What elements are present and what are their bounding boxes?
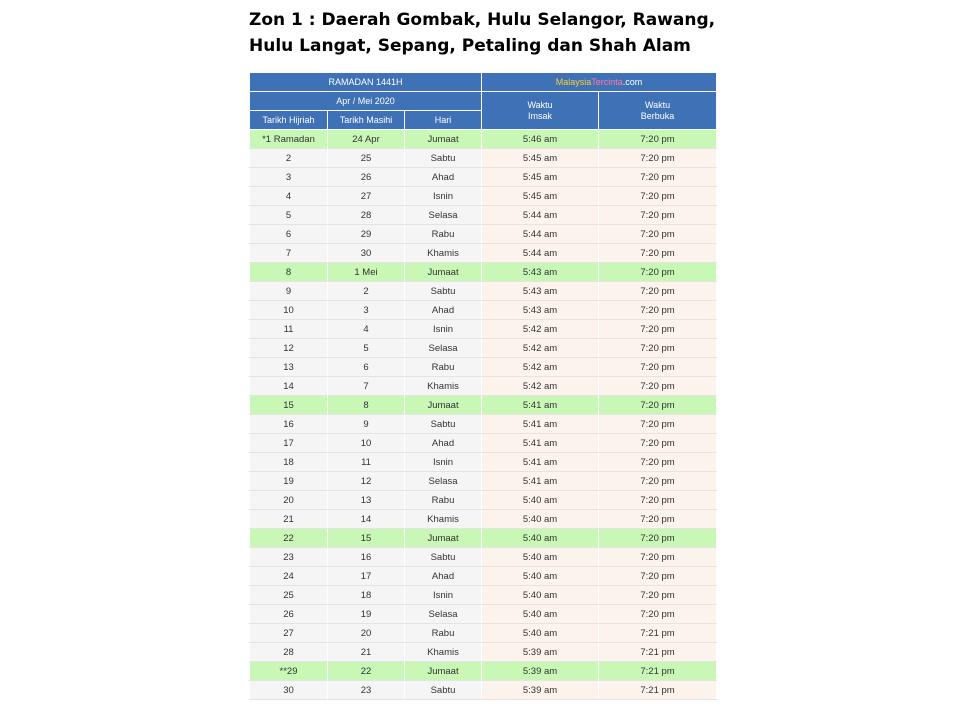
table-row bbox=[250, 415, 717, 434]
cell-hari: Sabtu bbox=[405, 681, 482, 700]
cell-hari: Selasa bbox=[405, 206, 482, 225]
cell-hari: Ahad bbox=[405, 434, 482, 453]
table-row bbox=[250, 586, 717, 605]
cell-imsak: 5:41 am bbox=[482, 396, 599, 415]
cell-berbuka: 7:21 pm bbox=[599, 643, 717, 662]
cell-hijri: 12 bbox=[250, 339, 328, 358]
cell-berbuka: 7:20 pm bbox=[599, 187, 717, 206]
cell-hari: Jumaat bbox=[405, 396, 482, 415]
cell-masihi: 8 bbox=[328, 396, 405, 415]
cell-hijri: 16 bbox=[250, 415, 328, 434]
cell-imsak: 5:40 am bbox=[482, 605, 599, 624]
table-row bbox=[250, 358, 717, 377]
cell-imsak: 5:41 am bbox=[482, 472, 599, 491]
cell-hijri: 25 bbox=[250, 586, 328, 605]
table-row bbox=[250, 529, 717, 548]
cell-hari: Jumaat bbox=[405, 263, 482, 282]
cell-berbuka: 7:21 pm bbox=[599, 624, 717, 643]
page-title bbox=[249, 7, 869, 59]
cell-hari: Sabtu bbox=[405, 282, 482, 301]
table-row bbox=[250, 567, 717, 586]
cell-berbuka: 7:20 pm bbox=[599, 244, 717, 263]
cell-masihi: 23 bbox=[328, 681, 405, 700]
cell-hari: Ahad bbox=[405, 567, 482, 586]
cell-hijri: *1 Ramadan bbox=[250, 130, 328, 149]
cell-hari: Jumaat bbox=[405, 662, 482, 681]
cell-hari: Isnin bbox=[405, 453, 482, 472]
cell-berbuka: 7:20 pm bbox=[599, 301, 717, 320]
cell-masihi: 12 bbox=[328, 472, 405, 491]
cell-imsak: 5:45 am bbox=[482, 187, 599, 206]
cell-masihi: 27 bbox=[328, 187, 405, 206]
cell-hijri: 11 bbox=[250, 320, 328, 339]
cell-imsak: 5:40 am bbox=[482, 510, 599, 529]
cell-berbuka: 7:20 pm bbox=[599, 339, 717, 358]
cell-berbuka: 7:20 pm bbox=[599, 605, 717, 624]
table-row bbox=[250, 643, 717, 662]
cell-hari: Selasa bbox=[405, 339, 482, 358]
table-row bbox=[250, 320, 717, 339]
cell-berbuka: 7:20 pm bbox=[599, 358, 717, 377]
col-imsak-label: Waktu Imsak bbox=[527, 100, 553, 121]
table-row bbox=[250, 377, 717, 396]
cell-hari: Khamis bbox=[405, 244, 482, 263]
cell-hari: Isnin bbox=[405, 187, 482, 206]
cell-masihi: 16 bbox=[328, 548, 405, 567]
table-row bbox=[250, 206, 717, 225]
cell-berbuka: 7:20 pm bbox=[599, 510, 717, 529]
cell-hari: Khamis bbox=[405, 377, 482, 396]
cell-masihi: 15 bbox=[328, 529, 405, 548]
cell-berbuka: 7:20 pm bbox=[599, 168, 717, 187]
cell-hijri: 14 bbox=[250, 377, 328, 396]
cell-hijri: 3 bbox=[250, 168, 328, 187]
cell-imsak: 5:42 am bbox=[482, 339, 599, 358]
col-hijri-header: Tarikh Hijriah bbox=[250, 111, 328, 130]
title-line-2: Hulu Langat, Sepang, Petaling dan Shah Alam bbox=[249, 36, 691, 56]
cell-imsak: 5:41 am bbox=[482, 415, 599, 434]
col-berbuka-header bbox=[599, 92, 717, 130]
table-row bbox=[250, 396, 717, 415]
table-row bbox=[250, 168, 717, 187]
cell-berbuka: 7:20 pm bbox=[599, 548, 717, 567]
cell-berbuka: 7:20 pm bbox=[599, 567, 717, 586]
cell-berbuka: 7:20 pm bbox=[599, 320, 717, 339]
cell-hari: Rabu bbox=[405, 491, 482, 510]
table-row bbox=[250, 149, 717, 168]
brand-header bbox=[482, 73, 717, 92]
cell-masihi: 3 bbox=[328, 301, 405, 320]
cell-hari: Selasa bbox=[405, 605, 482, 624]
cell-hijri: 2 bbox=[250, 149, 328, 168]
cell-masihi: 7 bbox=[328, 377, 405, 396]
cell-imsak: 5:43 am bbox=[482, 301, 599, 320]
cell-imsak: 5:45 am bbox=[482, 149, 599, 168]
cell-masihi: 5 bbox=[328, 339, 405, 358]
cell-imsak: 5:40 am bbox=[482, 491, 599, 510]
cell-hijri: 10 bbox=[250, 301, 328, 320]
cell-hijri: 13 bbox=[250, 358, 328, 377]
cell-hari: Sabtu bbox=[405, 548, 482, 567]
cell-berbuka: 7:20 pm bbox=[599, 149, 717, 168]
cell-hijri: **29 bbox=[250, 662, 328, 681]
table-row bbox=[250, 624, 717, 643]
cell-berbuka: 7:20 pm bbox=[599, 206, 717, 225]
table-row bbox=[250, 301, 717, 320]
table-row bbox=[250, 244, 717, 263]
cell-imsak: 5:39 am bbox=[482, 662, 599, 681]
cell-berbuka: 7:21 pm bbox=[599, 662, 717, 681]
cell-berbuka: 7:20 pm bbox=[599, 453, 717, 472]
cell-hari: Sabtu bbox=[405, 415, 482, 434]
cell-hari: Isnin bbox=[405, 320, 482, 339]
table-row bbox=[250, 472, 717, 491]
cell-masihi: 9 bbox=[328, 415, 405, 434]
table-header bbox=[250, 73, 717, 130]
cell-masihi: 20 bbox=[328, 624, 405, 643]
cell-masihi: 22 bbox=[328, 662, 405, 681]
cell-imsak: 5:41 am bbox=[482, 453, 599, 472]
ramadan-header: RAMADAN 1441H bbox=[250, 73, 482, 92]
cell-hijri: 28 bbox=[250, 643, 328, 662]
cell-hari: Sabtu bbox=[405, 149, 482, 168]
cell-hijri: 21 bbox=[250, 510, 328, 529]
table-row bbox=[250, 453, 717, 472]
cell-berbuka: 7:20 pm bbox=[599, 529, 717, 548]
brand-part-2: Tercinta bbox=[591, 76, 623, 87]
cell-masihi: 6 bbox=[328, 358, 405, 377]
cell-berbuka: 7:20 pm bbox=[599, 282, 717, 301]
cell-masihi: 25 bbox=[328, 149, 405, 168]
cell-hijri: 17 bbox=[250, 434, 328, 453]
cell-masihi: 19 bbox=[328, 605, 405, 624]
table-row bbox=[250, 263, 717, 282]
col-imsak-header bbox=[482, 92, 599, 130]
table-body bbox=[250, 130, 717, 700]
brand-part-3: .com bbox=[622, 76, 643, 87]
cell-hijri: 7 bbox=[250, 244, 328, 263]
cell-imsak: 5:45 am bbox=[482, 168, 599, 187]
cell-berbuka: 7:20 pm bbox=[599, 263, 717, 282]
table-row bbox=[250, 548, 717, 567]
cell-hijri: 27 bbox=[250, 624, 328, 643]
cell-imsak: 5:40 am bbox=[482, 548, 599, 567]
cell-imsak: 5:40 am bbox=[482, 567, 599, 586]
col-masihi-header: Tarikh Masihi bbox=[328, 111, 405, 130]
cell-imsak: 5:42 am bbox=[482, 320, 599, 339]
cell-imsak: 5:40 am bbox=[482, 529, 599, 548]
cell-berbuka: 7:20 pm bbox=[599, 434, 717, 453]
cell-hijri: 30 bbox=[250, 681, 328, 700]
cell-imsak: 5:44 am bbox=[482, 244, 599, 263]
cell-imsak: 5:44 am bbox=[482, 225, 599, 244]
table-row bbox=[250, 662, 717, 681]
cell-hijri: 8 bbox=[250, 263, 328, 282]
cell-hijri: 19 bbox=[250, 472, 328, 491]
table-row bbox=[250, 491, 717, 510]
cell-masihi: 4 bbox=[328, 320, 405, 339]
cell-imsak: 5:40 am bbox=[482, 624, 599, 643]
cell-masihi: 29 bbox=[328, 225, 405, 244]
cell-masihi: 21 bbox=[328, 643, 405, 662]
cell-hijri: 20 bbox=[250, 491, 328, 510]
cell-berbuka: 7:20 pm bbox=[599, 130, 717, 149]
cell-berbuka: 7:20 pm bbox=[599, 377, 717, 396]
cell-hijri: 15 bbox=[250, 396, 328, 415]
cell-imsak: 5:39 am bbox=[482, 643, 599, 662]
cell-hari: Selasa bbox=[405, 472, 482, 491]
cell-hari: Ahad bbox=[405, 168, 482, 187]
cell-hijri: 18 bbox=[250, 453, 328, 472]
cell-imsak: 5:43 am bbox=[482, 263, 599, 282]
cell-masihi: 10 bbox=[328, 434, 405, 453]
col-hari-header: Hari bbox=[405, 111, 482, 130]
cell-hijri: 22 bbox=[250, 529, 328, 548]
table-row bbox=[250, 434, 717, 453]
cell-hijri: 24 bbox=[250, 567, 328, 586]
table-row bbox=[250, 339, 717, 358]
cell-berbuka: 7:20 pm bbox=[599, 586, 717, 605]
cell-masihi: 2 bbox=[328, 282, 405, 301]
cell-imsak: 5:44 am bbox=[482, 206, 599, 225]
cell-masihi: 1 Mei bbox=[328, 263, 405, 282]
cell-hari: Khamis bbox=[405, 510, 482, 529]
cell-hijri: 26 bbox=[250, 605, 328, 624]
cell-imsak: 5:46 am bbox=[482, 130, 599, 149]
cell-masihi: 11 bbox=[328, 453, 405, 472]
cell-hari: Isnin bbox=[405, 586, 482, 605]
cell-masihi: 14 bbox=[328, 510, 405, 529]
cell-hari: Jumaat bbox=[405, 529, 482, 548]
cell-hari: Rabu bbox=[405, 225, 482, 244]
cell-masihi: 17 bbox=[328, 567, 405, 586]
cell-berbuka: 7:20 pm bbox=[599, 491, 717, 510]
title-line-1: Zon 1 : Daerah Gombak, Hulu Selangor, Rawang, bbox=[249, 10, 716, 30]
cell-masihi: 24 Apr bbox=[328, 130, 405, 149]
cell-hijri: 4 bbox=[250, 187, 328, 206]
cell-hijri: 9 bbox=[250, 282, 328, 301]
cell-hari: Rabu bbox=[405, 358, 482, 377]
cell-hari: Khamis bbox=[405, 643, 482, 662]
brand-part-1: Malaysia bbox=[555, 76, 592, 87]
table-row bbox=[250, 225, 717, 244]
cell-masihi: 18 bbox=[328, 586, 405, 605]
cell-masihi: 13 bbox=[328, 491, 405, 510]
cell-masihi: 30 bbox=[328, 244, 405, 263]
cell-berbuka: 7:20 pm bbox=[599, 472, 717, 491]
cell-hari: Ahad bbox=[405, 301, 482, 320]
col-berbuka-label: Waktu Berbuka bbox=[640, 100, 675, 121]
table-row bbox=[250, 681, 717, 700]
cell-hari: Jumaat bbox=[405, 130, 482, 149]
table-row bbox=[250, 282, 717, 301]
ramadan-schedule-table bbox=[249, 72, 717, 700]
cell-imsak: 5:43 am bbox=[482, 282, 599, 301]
table-row bbox=[250, 510, 717, 529]
table-row bbox=[250, 605, 717, 624]
cell-masihi: 28 bbox=[328, 206, 405, 225]
cell-hijri: 23 bbox=[250, 548, 328, 567]
cell-hari: Rabu bbox=[405, 624, 482, 643]
table-row bbox=[250, 187, 717, 206]
cell-masihi: 26 bbox=[328, 168, 405, 187]
cell-berbuka: 7:20 pm bbox=[599, 225, 717, 244]
month-header: Apr / Mei 2020 bbox=[250, 92, 482, 111]
cell-berbuka: 7:20 pm bbox=[599, 396, 717, 415]
cell-hijri: 6 bbox=[250, 225, 328, 244]
table-row bbox=[250, 130, 717, 149]
cell-imsak: 5:42 am bbox=[482, 377, 599, 396]
cell-imsak: 5:39 am bbox=[482, 681, 599, 700]
cell-imsak: 5:42 am bbox=[482, 358, 599, 377]
cell-imsak: 5:41 am bbox=[482, 434, 599, 453]
cell-imsak: 5:40 am bbox=[482, 586, 599, 605]
cell-hijri: 5 bbox=[250, 206, 328, 225]
cell-berbuka: 7:20 pm bbox=[599, 415, 717, 434]
cell-berbuka: 7:21 pm bbox=[599, 681, 717, 700]
